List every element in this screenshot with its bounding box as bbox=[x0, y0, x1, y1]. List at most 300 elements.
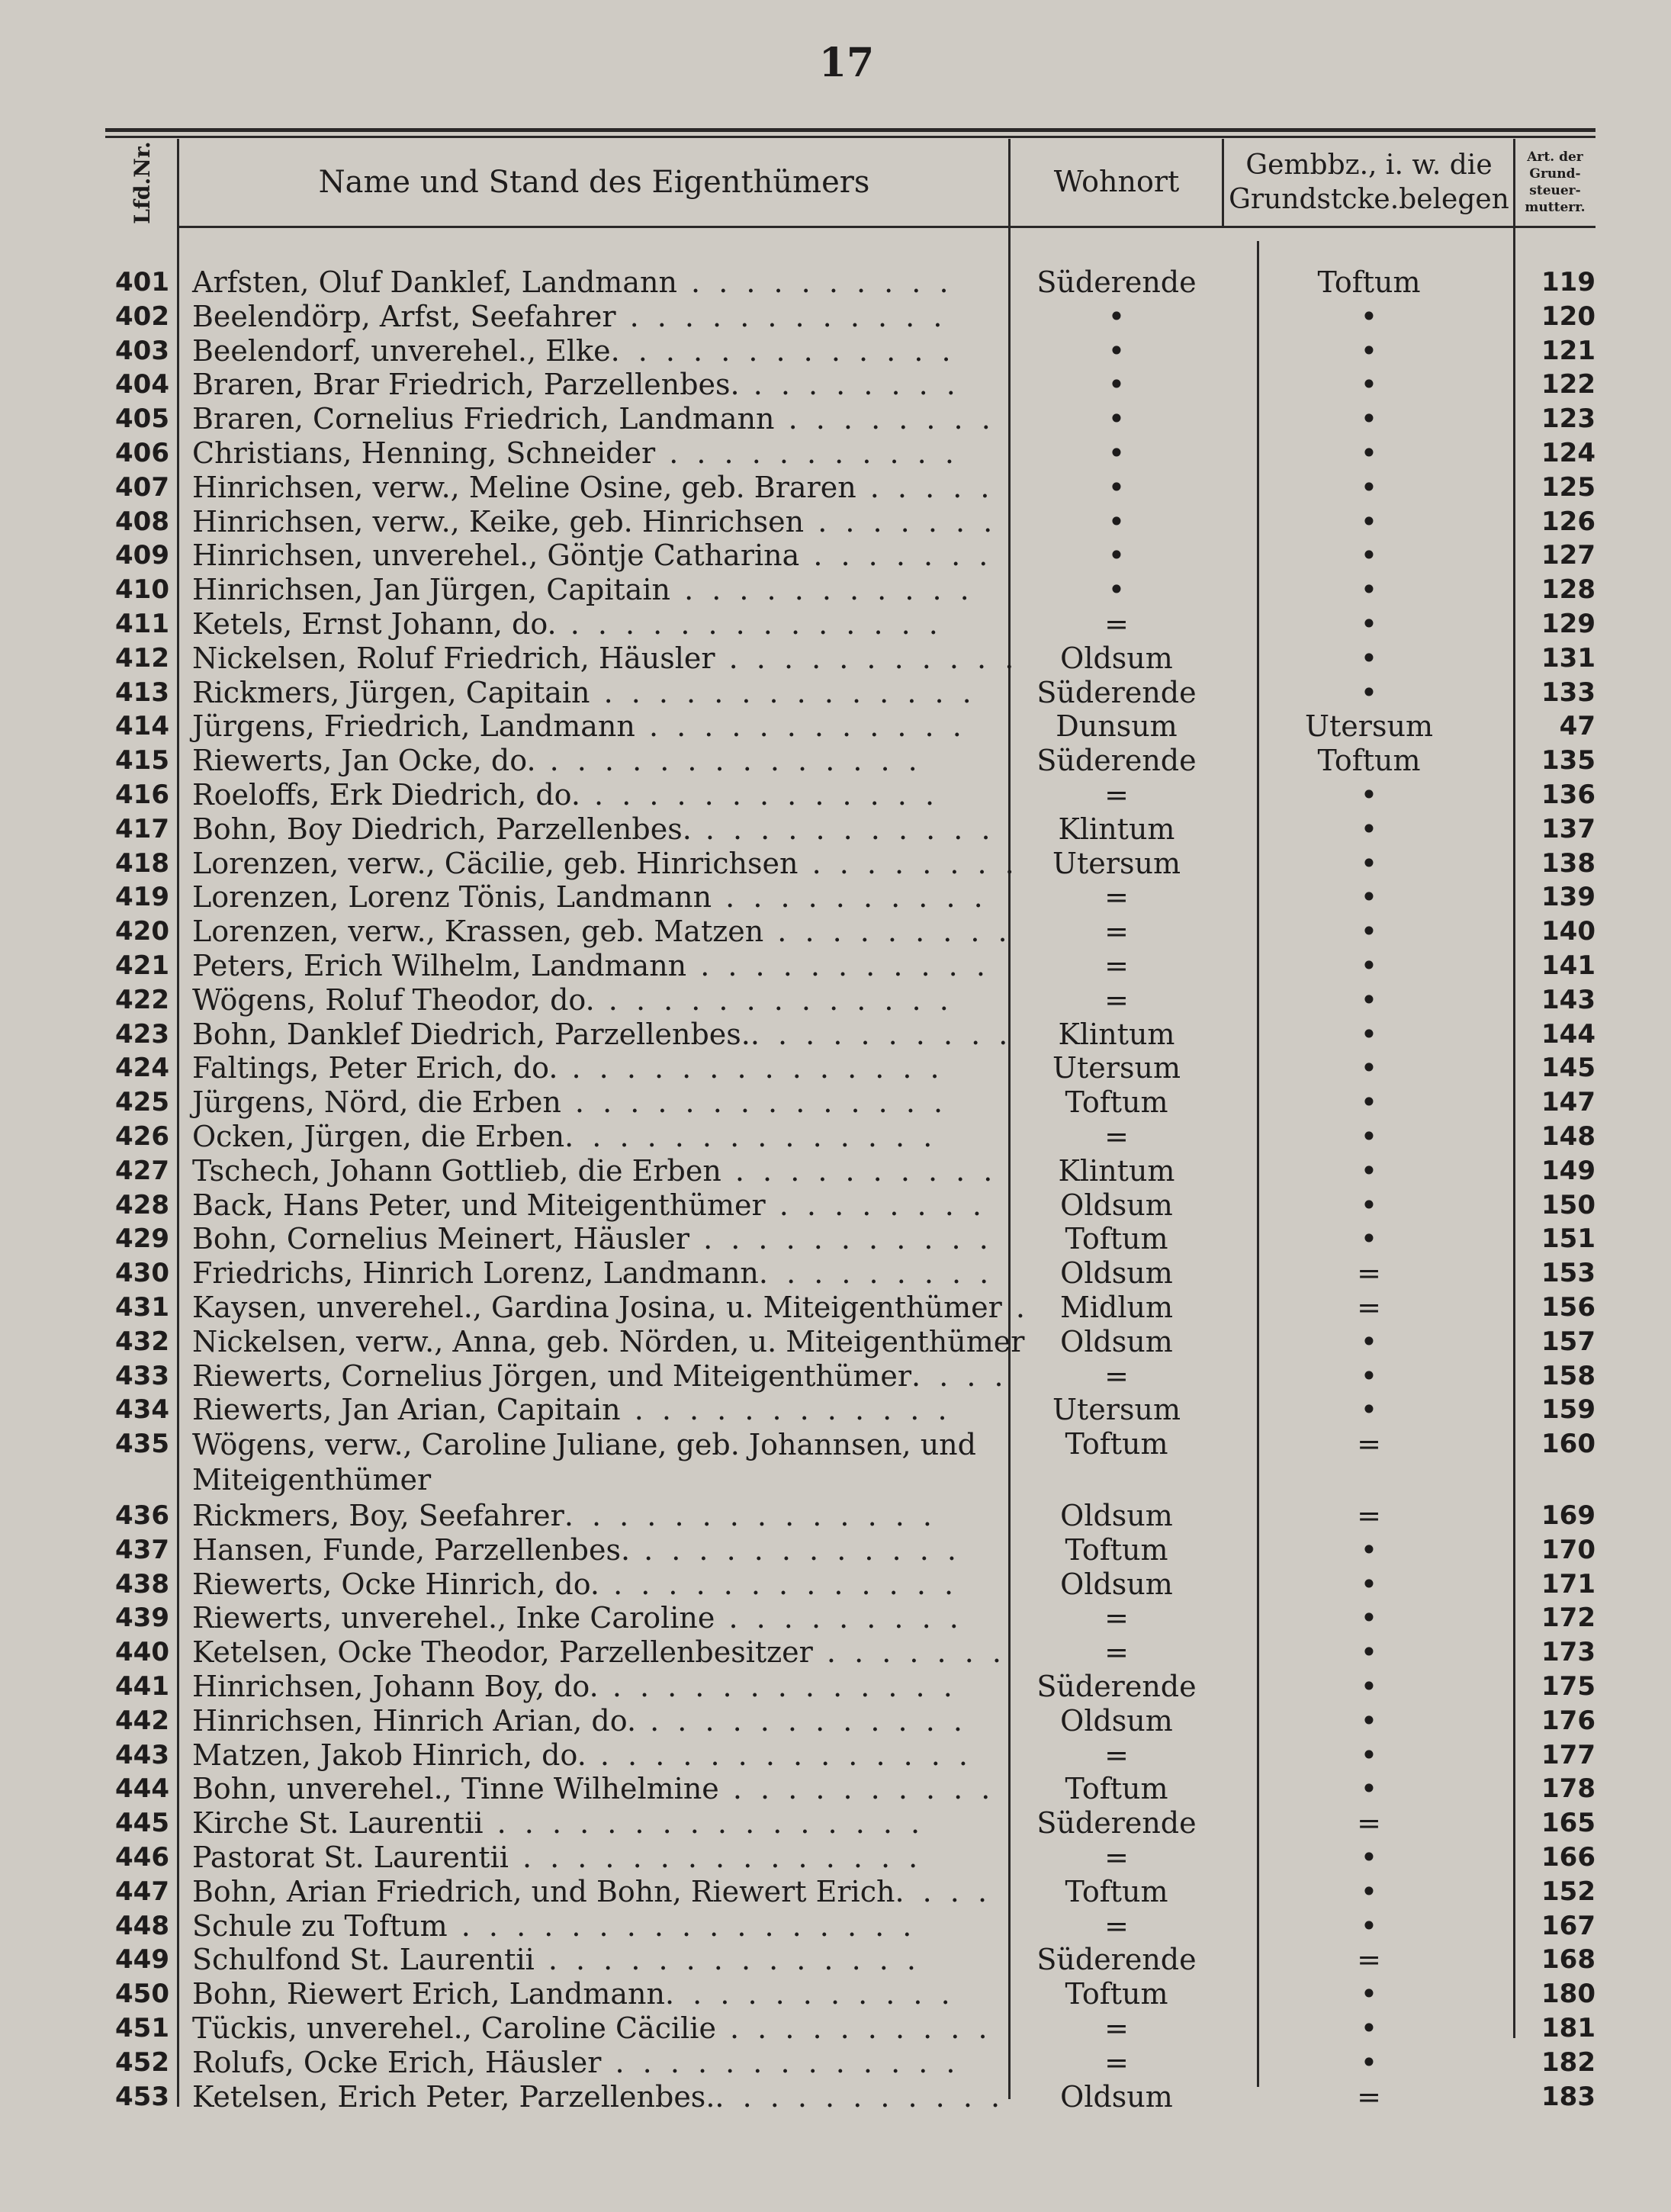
leader-dots: . . . . . . . . . bbox=[715, 1601, 963, 1635]
table-row bbox=[0, 300, 1671, 334]
owner-name bbox=[192, 1324, 1025, 1358]
owner-name bbox=[192, 1533, 1008, 1567]
leader-dots: . . . . . . . . . . . bbox=[691, 812, 995, 846]
wohnort-cell: Dunsum bbox=[1056, 709, 1178, 744]
leader-dots: . . . . . . . . . . . . . bbox=[610, 333, 956, 368]
gemeinde-cell: • bbox=[1360, 333, 1378, 368]
owner-name-text: Beelendorf, unverehel., Elke bbox=[192, 333, 611, 368]
gemeinde-cell: • bbox=[1360, 1601, 1378, 1635]
wohnort-cell: Oldsum bbox=[1060, 1567, 1173, 1601]
art-number-cell: 133 bbox=[1541, 677, 1595, 708]
row-number: 427 bbox=[115, 1155, 169, 1186]
table-row bbox=[0, 1635, 1671, 1670]
wohnort-cell: Toftum bbox=[1065, 1874, 1168, 1908]
owner-name-text: Riewerts, Jan Arian, Capitain bbox=[192, 1393, 621, 1427]
wohnort-cell: Oldsum bbox=[1060, 1703, 1173, 1738]
wohnort-cell: Oldsum bbox=[1060, 641, 1173, 675]
leader-dots: . . . . . . . . . . . bbox=[665, 1977, 955, 2011]
art-number-cell: 171 bbox=[1541, 1568, 1595, 1600]
wohnort-cell: = bbox=[1104, 2045, 1129, 2079]
gemeinde-cell: Toftum bbox=[1317, 744, 1421, 778]
row-number: 445 bbox=[115, 1808, 169, 1839]
owner-name-text: Peters, Erich Wilhelm, Landmann bbox=[192, 948, 687, 982]
art-number-cell: 47 bbox=[1559, 711, 1595, 742]
leader-dots: . . . . . . . . . . . . . . . bbox=[508, 1841, 923, 1875]
owner-name bbox=[192, 573, 1008, 606]
gemeinde-cell: • bbox=[1360, 880, 1378, 915]
owner-name-text: Lorenzen, Lorenz Tönis, Landmann bbox=[192, 880, 712, 915]
art-number-cell: 149 bbox=[1541, 1155, 1595, 1186]
row-number: 440 bbox=[115, 1637, 169, 1668]
gemeinde-cell: • bbox=[1360, 1051, 1378, 1085]
wohnort-cell: = bbox=[1104, 1635, 1129, 1670]
table-row bbox=[0, 1222, 1671, 1256]
owner-name-text: Jürgens, Friedrich, Landmann bbox=[192, 709, 635, 744]
leader-dots: . . . . . . . . . bbox=[763, 915, 1012, 949]
wohnort-cell: = bbox=[1104, 2011, 1129, 2046]
art-number-cell: 169 bbox=[1541, 1500, 1595, 1532]
owner-name bbox=[192, 1188, 1008, 1222]
art-number-cell: 143 bbox=[1541, 984, 1595, 1015]
wohnort-cell: Süderende bbox=[1036, 1943, 1197, 1977]
owner-name bbox=[192, 1567, 1008, 1601]
owner-name bbox=[192, 846, 1019, 880]
table-row bbox=[0, 1738, 1671, 1773]
owner-name-text: Rickmers, Boy, Seefahrer bbox=[192, 1499, 564, 1533]
wohnort-cell: = bbox=[1104, 1841, 1129, 1875]
wohnort-cell: • bbox=[1107, 470, 1126, 504]
owner-name-text: Bohn, Boy Diedrich, Parzellenbes. bbox=[192, 812, 692, 846]
art-number-cell: 123 bbox=[1541, 403, 1595, 435]
art-number-cell: 173 bbox=[1541, 1637, 1595, 1668]
owner-name bbox=[192, 436, 1008, 470]
row-number: 411 bbox=[115, 608, 169, 639]
leader-dots: . . . . . . . . . . . . . . . . bbox=[483, 1806, 925, 1841]
row-number: 420 bbox=[115, 916, 169, 947]
gemeinde-cell: = bbox=[1357, 1499, 1381, 1533]
wohnort-cell: • bbox=[1107, 573, 1126, 607]
art-number-cell: 166 bbox=[1541, 1842, 1595, 1873]
gemeinde-cell: = bbox=[1357, 2079, 1381, 2114]
wohnort-cell: • bbox=[1107, 299, 1126, 333]
table-row bbox=[0, 1188, 1671, 1223]
leader-dots: . . . . . . . . . . . . bbox=[620, 1393, 952, 1427]
owner-name bbox=[192, 265, 1008, 299]
leader-dots: . . . . . . . . . . . . bbox=[630, 1532, 961, 1567]
art-number-cell: 178 bbox=[1541, 1773, 1595, 1805]
owner-name-text: Hinrichsen, unverehel., Göntje Catharina bbox=[192, 539, 800, 573]
leader-dots: . . . . . . . . . . . . . . . . . bbox=[447, 1908, 917, 1943]
owner-name-text: Tschech, Johann Gottlieb, die Erben bbox=[192, 1153, 721, 1188]
owner-name bbox=[192, 1772, 1008, 1805]
art-number-cell: 157 bbox=[1541, 1326, 1595, 1357]
table-row bbox=[0, 1393, 1671, 1427]
wohnort-cell: Süderende bbox=[1036, 1670, 1197, 1704]
leader-dots: . . . . . . . . bbox=[765, 1188, 986, 1222]
owner-name bbox=[192, 1875, 1008, 1908]
wohnort-cell: • bbox=[1107, 368, 1126, 402]
row-number: 413 bbox=[115, 677, 169, 708]
header-gemeinde: Gembbz., i. w. die Grundstcke.belegen bbox=[1229, 150, 1509, 215]
gemeinde-cell: • bbox=[1360, 777, 1378, 812]
row-number: 426 bbox=[115, 1120, 169, 1152]
art-number-cell: 124 bbox=[1541, 437, 1595, 468]
owner-name-text: Wögens, verw., Caroline Juliane, geb. Johannsen, und Miteigenthümer bbox=[192, 1428, 976, 1497]
owner-name bbox=[192, 1120, 1008, 1153]
table-row bbox=[0, 1841, 1671, 1875]
wohnort-cell: Oldsum bbox=[1060, 1324, 1173, 1358]
row-number: 431 bbox=[115, 1291, 169, 1323]
owner-name bbox=[192, 1670, 1008, 1703]
row-number: 409 bbox=[115, 540, 169, 571]
owner-name bbox=[192, 1290, 1030, 1324]
owner-name-text: Braren, Cornelius Friedrich, Landmann bbox=[192, 402, 775, 436]
owner-name bbox=[192, 1017, 1013, 1051]
wohnort-cell: • bbox=[1107, 504, 1126, 539]
wohnort-cell: Klintum bbox=[1058, 812, 1175, 846]
gemeinde-cell: • bbox=[1360, 1738, 1378, 1772]
art-number-cell: 148 bbox=[1541, 1120, 1595, 1152]
owner-name-text: Pastorat St. Laurentii bbox=[192, 1841, 509, 1875]
row-number: 407 bbox=[115, 471, 169, 503]
leader-dots: . . . . . . . . bbox=[739, 368, 960, 402]
table-row bbox=[0, 983, 1671, 1018]
leader-dots: . . . . . . . . . . . . . bbox=[580, 777, 940, 812]
gemeinde-cell: • bbox=[1360, 1393, 1378, 1427]
leader-dots: . . . . . . . . bbox=[774, 402, 995, 436]
owner-name-text: Hansen, Funde, Parzellenbes. bbox=[192, 1532, 631, 1567]
wohnort-cell: = bbox=[1104, 1358, 1129, 1393]
owner-name bbox=[192, 1806, 1008, 1840]
wohnort-cell: = bbox=[1104, 915, 1129, 949]
wohnort-cell: Süderende bbox=[1036, 1806, 1197, 1841]
owner-name bbox=[192, 505, 1008, 539]
header-bottom-rule bbox=[177, 226, 1595, 228]
leader-dots: . bbox=[1001, 1290, 1030, 1324]
gemeinde-cell: • bbox=[1360, 1532, 1378, 1567]
owner-name-text: Jürgens, Nörd, die Erben bbox=[192, 1085, 561, 1120]
owner-name-text: Hinrichsen, Hinrich Arian, do. bbox=[192, 1703, 637, 1738]
gemeinde-cell: = bbox=[1357, 1256, 1381, 1291]
table-row bbox=[0, 709, 1671, 744]
owner-name bbox=[192, 949, 1008, 982]
row-number: 415 bbox=[115, 745, 169, 776]
gemeinde-cell: • bbox=[1360, 299, 1378, 333]
table-row bbox=[0, 1256, 1671, 1291]
row-number: 403 bbox=[115, 335, 169, 366]
table-row bbox=[0, 1977, 1671, 2011]
gemeinde-cell: • bbox=[1360, 1119, 1378, 1153]
owner-name bbox=[192, 2011, 1008, 2045]
art-number-cell: 137 bbox=[1541, 813, 1595, 844]
leader-dots: . . . . . . . . . . bbox=[676, 265, 953, 299]
gemeinde-cell: • bbox=[1360, 915, 1378, 949]
gemeinde-cell: • bbox=[1360, 1772, 1378, 1806]
gemeinde-cell: • bbox=[1360, 982, 1378, 1017]
wohnort-cell: = bbox=[1104, 1119, 1129, 1153]
row-number: 424 bbox=[115, 1053, 169, 1084]
owner-name-text: Nickelsen, Roluf Friedrich, Häusler bbox=[192, 641, 715, 675]
owner-name bbox=[192, 1154, 1008, 1188]
row-number: 430 bbox=[115, 1258, 169, 1289]
gemeinde-cell: • bbox=[1360, 1977, 1378, 2011]
owner-name bbox=[192, 334, 1008, 368]
wohnort-cell: Utersum bbox=[1052, 1393, 1181, 1427]
owner-name-text: Rolufs, Ocke Erich, Häusler bbox=[192, 2045, 602, 2079]
table-row bbox=[0, 847, 1671, 881]
wohnort-cell: Utersum bbox=[1052, 1051, 1181, 1085]
table-row bbox=[0, 1325, 1671, 1359]
table-row bbox=[0, 1051, 1671, 1085]
gemeinde-cell: • bbox=[1360, 606, 1378, 641]
wohnort-cell: Süderende bbox=[1036, 744, 1197, 778]
owner-name bbox=[192, 709, 1008, 743]
owner-name-text: Christians, Henning, Schneider bbox=[192, 436, 656, 470]
art-number-cell: 125 bbox=[1541, 471, 1595, 503]
table-row bbox=[0, 1875, 1671, 1909]
row-number: 450 bbox=[115, 1979, 169, 2010]
leader-dots: . . . . bbox=[895, 1874, 992, 1908]
table-row bbox=[0, 1704, 1671, 1738]
owner-name-text: Hinrichsen, Johann Boy, do. bbox=[192, 1670, 599, 1704]
owner-name bbox=[192, 368, 1008, 401]
gemeinde-cell: • bbox=[1360, 470, 1378, 504]
row-number: 408 bbox=[115, 506, 169, 537]
header-name: Name und Stand des Eigenthümers bbox=[318, 165, 870, 200]
row-number: 439 bbox=[115, 1603, 169, 1634]
art-number-cell: 183 bbox=[1541, 2081, 1595, 2112]
owner-name bbox=[192, 1359, 1008, 1393]
art-number-cell: 120 bbox=[1541, 301, 1595, 332]
gemeinde-cell: • bbox=[1360, 1358, 1378, 1393]
leader-dots: . . . . . . . . . . . bbox=[715, 2079, 1005, 2114]
owner-name-text: Back, Hans Peter, und Miteigenthümer bbox=[192, 1188, 766, 1222]
leader-dots: . . . . . . . . . . . . . bbox=[594, 982, 953, 1017]
table-row bbox=[0, 1601, 1671, 1635]
owner-name-text: Wögens, Roluf Theodor, do. bbox=[192, 982, 595, 1017]
header-lfd-nr: Lfd.Nr. bbox=[129, 140, 155, 224]
leader-dots: . . . . . . . . . . . bbox=[670, 573, 974, 607]
leader-dots: . . . . . . . . . . . bbox=[689, 1222, 993, 1256]
row-number: 435 bbox=[115, 1429, 169, 1460]
leader-dots: . . . . . . . . . . . bbox=[715, 641, 1019, 675]
owner-name-text: Bohn, unverehel., Tinne Wilhelmine bbox=[192, 1772, 719, 1806]
gemeinde-cell: • bbox=[1360, 2011, 1378, 2046]
owner-name-text: Faltings, Peter Erich, do. bbox=[192, 1051, 558, 1085]
wohnort-cell: = bbox=[1104, 948, 1129, 982]
leader-dots: . . . . . . . . . . . . . . bbox=[586, 1738, 973, 1772]
leader-dots: . . . . . . . . . . . . . bbox=[599, 1567, 959, 1601]
wohnort-cell: • bbox=[1107, 402, 1126, 436]
leader-dots: . . . . . . . . . . bbox=[721, 1153, 998, 1188]
table-row bbox=[0, 1772, 1671, 1806]
row-number: 419 bbox=[115, 882, 169, 913]
row-number: 421 bbox=[115, 950, 169, 981]
table-row bbox=[0, 1943, 1671, 1977]
owner-name bbox=[192, 812, 1008, 846]
table-row bbox=[0, 880, 1671, 915]
owner-name-text: Lorenzen, verw., Cäcilie, geb. Hinrichsen bbox=[192, 846, 799, 880]
leader-dots: . . . . . . . . . . . . . . bbox=[558, 1051, 944, 1085]
row-number: 404 bbox=[115, 369, 169, 400]
owner-name-text: Schulfond St. Laurentii bbox=[192, 1943, 535, 1977]
wohnort-cell: • bbox=[1107, 333, 1126, 368]
row-number: 446 bbox=[115, 1842, 169, 1873]
table-row bbox=[0, 402, 1671, 436]
leader-dots: . . . . . . . bbox=[799, 539, 993, 573]
owner-name-text: Riewerts, Cornelius Jörgen, und Miteigenthümer bbox=[192, 1358, 912, 1393]
owner-name-text: Bohn, Arian Friedrich, und Bohn, Riewert Erich bbox=[192, 1874, 895, 1908]
row-number: 406 bbox=[115, 437, 169, 468]
table-row bbox=[0, 1120, 1671, 1154]
art-number-cell: 150 bbox=[1541, 1189, 1595, 1220]
owner-name bbox=[192, 778, 1008, 812]
gemeinde-cell: • bbox=[1360, 1703, 1378, 1738]
wohnort-cell: Oldsum bbox=[1060, 2079, 1173, 2114]
leader-dots: . . . . . . . . . . . . . . bbox=[590, 675, 976, 709]
art-number-cell: 121 bbox=[1541, 335, 1595, 366]
leader-dots: . . . . . . . . . . . . . bbox=[601, 2045, 960, 2079]
wohnort-cell: = bbox=[1104, 606, 1129, 641]
row-number: 405 bbox=[115, 403, 169, 435]
gemeinde-cell: • bbox=[1360, 1085, 1378, 1120]
art-number-cell: 140 bbox=[1541, 916, 1595, 947]
wohnort-cell: Oldsum bbox=[1060, 1256, 1173, 1291]
gemeinde-cell: • bbox=[1360, 641, 1378, 675]
owner-name-text: Riewerts, Jan Ocke, do. bbox=[192, 744, 536, 778]
art-number-cell: 127 bbox=[1541, 540, 1595, 571]
owner-name-text: Matzen, Jakob Hinrich, do. bbox=[192, 1738, 586, 1772]
leader-dots: . . . . . . . . . . . . . . bbox=[561, 1085, 948, 1120]
owner-name bbox=[192, 2046, 1008, 2079]
art-number-cell: 122 bbox=[1541, 369, 1595, 400]
owner-name-text: Bohn, Riewert Erich, Landmann bbox=[192, 1977, 665, 2011]
leader-dots: . . . . . . . . . . . . . . bbox=[556, 606, 943, 641]
owner-name-text: Riewerts, unverehel., Inke Caroline bbox=[192, 1601, 715, 1635]
row-number: 451 bbox=[115, 2013, 169, 2044]
leader-dots: . . . . . . . . . bbox=[758, 1256, 994, 1291]
row-number: 428 bbox=[115, 1189, 169, 1220]
owner-name bbox=[192, 607, 1008, 641]
row-number: 433 bbox=[115, 1360, 169, 1391]
row-number: 429 bbox=[115, 1223, 169, 1255]
row-number: 410 bbox=[115, 574, 169, 606]
owner-name bbox=[192, 1909, 1008, 1943]
table-row bbox=[0, 1018, 1671, 1052]
gemeinde-cell: • bbox=[1360, 675, 1378, 709]
art-number-cell: 126 bbox=[1541, 506, 1595, 537]
header-art: Art. der Grund- steuer- mutterr. bbox=[1525, 149, 1586, 216]
owner-name-text: Beelendörp, Arfst, Seefahrer bbox=[192, 299, 616, 333]
gemeinde-cell: • bbox=[1360, 539, 1378, 573]
owner-name bbox=[192, 915, 1012, 949]
table-row bbox=[0, 2080, 1671, 2114]
art-number-cell: 175 bbox=[1541, 1671, 1595, 1702]
art-number-cell: 165 bbox=[1541, 1808, 1595, 1839]
owner-name-text: Hinrichsen, verw., Keike, geb. Hinrichsen bbox=[192, 504, 805, 539]
table-row bbox=[0, 265, 1671, 300]
row-number: 418 bbox=[115, 847, 169, 879]
art-number-cell: 131 bbox=[1541, 642, 1595, 674]
wohnort-cell: Toftum bbox=[1065, 1977, 1168, 2011]
owner-name bbox=[192, 471, 1008, 504]
art-number-cell: 152 bbox=[1541, 1876, 1595, 1907]
leader-dots: . . . . . . . . . . . . . . bbox=[534, 1943, 921, 1977]
leader-dots: . . . . . . . bbox=[812, 1635, 1006, 1670]
wohnort-cell: Süderende bbox=[1036, 265, 1197, 299]
gemeinde-cell: • bbox=[1360, 573, 1378, 607]
owner-name-text: Lorenzen, verw., Krassen, geb. Matzen bbox=[192, 915, 764, 949]
table-row bbox=[0, 812, 1671, 847]
wohnort-cell: = bbox=[1104, 982, 1129, 1017]
table-row bbox=[0, 1670, 1671, 1704]
art-number-cell: 135 bbox=[1541, 745, 1595, 776]
leader-dots: . . . . . . . . . . . . . . bbox=[564, 1119, 937, 1153]
owner-name bbox=[192, 402, 1008, 436]
table-row bbox=[0, 2011, 1671, 2046]
wohnort-cell: Toftum bbox=[1065, 1532, 1168, 1567]
table-row bbox=[0, 1291, 1671, 1325]
owner-name bbox=[192, 1393, 1008, 1426]
gemeinde-cell: • bbox=[1360, 1222, 1378, 1256]
owner-name bbox=[192, 1704, 1008, 1738]
row-number: 447 bbox=[115, 1876, 169, 1907]
owner-name bbox=[192, 676, 1008, 709]
owner-name bbox=[192, 744, 1008, 777]
owner-name bbox=[192, 539, 1008, 572]
header-top-rule bbox=[105, 128, 1595, 132]
art-number-cell: 170 bbox=[1541, 1534, 1595, 1565]
owner-name bbox=[192, 1085, 1008, 1119]
owner-name-text: Friedrichs, Hinrich Lorenz, Landmann bbox=[192, 1256, 759, 1291]
row-number: 443 bbox=[115, 1739, 169, 1770]
gemeinde-cell: Utersum bbox=[1305, 709, 1433, 744]
leader-dots: . . . . . . . bbox=[804, 504, 998, 539]
gemeinde-cell: = bbox=[1357, 1290, 1381, 1324]
gemeinde-cell: • bbox=[1360, 402, 1378, 436]
art-number-cell: 138 bbox=[1541, 847, 1595, 879]
leader-dots: . . . . . bbox=[856, 470, 995, 504]
owner-name-text: Bohn, Cornelius Meinert, Häusler bbox=[192, 1222, 690, 1256]
row-number: 441 bbox=[115, 1671, 169, 1702]
leader-dots: . . . . . . . . . . . . bbox=[636, 1703, 967, 1738]
row-number: 412 bbox=[115, 642, 169, 674]
row-number: 444 bbox=[115, 1773, 169, 1805]
wohnort-cell: Toftum bbox=[1065, 1772, 1168, 1806]
owner-name bbox=[192, 1601, 1008, 1635]
table-row bbox=[0, 505, 1671, 539]
owner-name-text: Arfsten, Oluf Danklef, Landmann bbox=[192, 265, 677, 299]
leader-dots: . . . . . . . . . . . . bbox=[635, 709, 966, 744]
gemeinde-cell: • bbox=[1360, 1874, 1378, 1908]
gemeinde-cell: • bbox=[1360, 504, 1378, 539]
leader-dots: . . . . bbox=[911, 1358, 1008, 1393]
gemeinde-cell: • bbox=[1360, 1670, 1378, 1704]
gemeinde-cell: • bbox=[1360, 368, 1378, 402]
wohnort-cell: Toftum bbox=[1065, 1222, 1168, 1256]
gemeinde-cell: • bbox=[1360, 1324, 1378, 1358]
row-number: 414 bbox=[115, 711, 169, 742]
table-row bbox=[0, 539, 1671, 573]
wohnort-cell: = bbox=[1104, 880, 1129, 915]
owner-name-text: Bohn, Danklef Diedrich, Parzellenbes. bbox=[192, 1017, 750, 1051]
gemeinde-cell: • bbox=[1360, 2045, 1378, 2079]
art-number-cell: 177 bbox=[1541, 1739, 1595, 1770]
leader-dots: . . . . . . . . . . . bbox=[686, 948, 990, 982]
owner-name bbox=[192, 1841, 1008, 1874]
gemeinde-cell: • bbox=[1360, 1153, 1378, 1188]
leader-dots: . . . . . . . . . . . bbox=[655, 436, 959, 470]
